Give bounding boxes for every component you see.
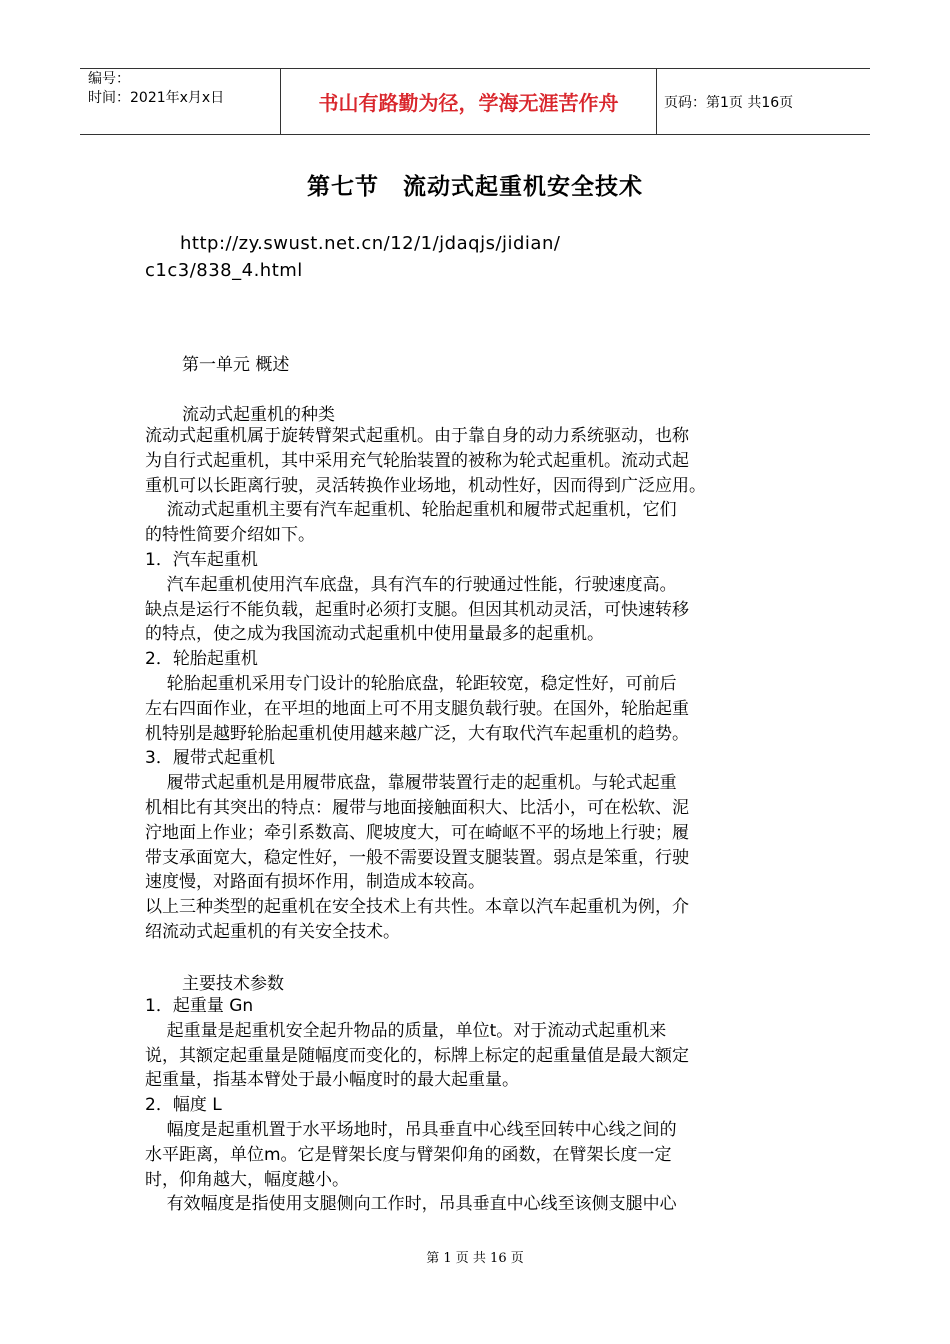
text-line: 水平距离，单位m。它是臂架长度与臂架仰角的函数，在臂架长度一定 [145, 1144, 672, 1165]
text-line: 履带式起重机是用履带底盘，靠履带装置行走的起重机。与轮式起重 [145, 773, 677, 794]
text-line: 绍流动式起重机的有关安全技术。 [145, 922, 400, 942]
text-line: 以上三种类型的起重机在安全技术上有共性。本章以汽车起重机为例，介 [145, 897, 689, 918]
text-line: 1．汽车起重机 [145, 550, 258, 570]
text-line: 2．轮胎起重机 [145, 649, 258, 670]
header-divider-right [656, 68, 657, 135]
text-line: 的特性简要介绍如下。 [145, 525, 315, 546]
text-line: 流动式起重机属于旋转臂架式起重机。由于靠自身的动力系统驱动，也称 [145, 426, 689, 446]
source-url-line1[interactable]: http://zy.swust.net.cn/12/1/jdaqjs/jidian/ [180, 233, 561, 254]
text-line: 说，其额定起重量是随幅度而变化的，标牌上标定的起重量值是最大额定 [145, 1045, 689, 1066]
text-line: 汽车起重机使用汽车底盘，具有汽车的行驶通过性能，行驶速度高。 [145, 574, 677, 595]
text-line: 机相比有其突出的特点：履带与地面接触面积大、比活小，可在松软、泥 [145, 798, 689, 818]
header-motto: 书山有路勤为径，学海无涯苦作舟 [318, 90, 619, 115]
text-line: 为自行式起重机，其中采用充气轮胎装置的被称为轮式起重机。流动式起 [145, 450, 689, 471]
text-line: 轮胎起重机采用专门设计的轮胎底盘，轮距较宽，稳定性好，可前后 [145, 674, 677, 694]
document-title: 第七节 流动式起重机安全技术 [307, 174, 643, 200]
source-url-line2[interactable]: c1c3/838_4.html [145, 260, 303, 281]
source-url[interactable] [145, 230, 560, 284]
text-line: 幅度是起重机置于水平场地时，吊具垂直中心线至回转中心线之间的 [145, 1120, 677, 1140]
text-line: 时，仰角越大，幅度越小。 [145, 1169, 349, 1190]
params-heading: 主要技术参数 [182, 974, 284, 994]
text-line: 缺点是运行不能负载，起重时必须打支腿。但因其机动灵活，可快速转移 [145, 599, 689, 620]
text-line: 左右四面作业，在平坦的地面上可不用支腿负载行驶。在国外，轮胎起重 [145, 698, 689, 719]
types-heading: 流动式起重机的种类 [182, 405, 335, 425]
text-line: 重机可以长距离行驶，灵活转换作业场地，机动性好，因而得到广泛应用。 [145, 475, 706, 496]
text-line: 带支承面宽大，稳定性好，一般不需要设置支腿装置。弱点是笨重，行驶 [145, 847, 689, 868]
text-line: 流动式起重机主要有汽车起重机、轮胎起重机和履带式起重机，它们 [145, 500, 677, 521]
header-bottom-rule [80, 134, 870, 135]
text-line: 起重量，指基本臂处于最小幅度时的最大起重量。 [145, 1070, 519, 1091]
page-footer: 第 1 页 共 16 页 [426, 1251, 524, 1266]
text-line: 泞地面上作业；牵引系数高、爬坡度大，可在崎岖不平的场地上行驶；履 [145, 822, 689, 843]
header-meta [88, 70, 224, 108]
text-line: 2．幅度 L [145, 1095, 222, 1116]
text-line: 3．履带式起重机 [145, 748, 275, 769]
header-page-info: 页码：第1页 共16页 [664, 95, 794, 111]
unit-heading: 第一单元 概述 [182, 355, 290, 375]
time-label: 时间：2021年x月x日 [88, 90, 225, 106]
text-line: 机特别是越野轮胎起重机使用越来越广泛，大有取代汽车起重机的趋势。 [145, 723, 689, 744]
text-line: 起重量是起重机安全起升物品的质量，单位t。对于流动式起重机来 [145, 1020, 667, 1041]
code-label: 编号： [88, 71, 130, 87]
text-line: 速度慢，对路面有损坏作用，制造成本较高。 [145, 872, 485, 893]
text-line: 1．起重量 Gn [145, 996, 254, 1016]
text-line: 的特点，使之成为我国流动式起重机中使用量最多的起重机。 [145, 624, 604, 645]
text-line: 有效幅度是指使用支腿侧向工作时，吊具垂直中心线至该侧支腿中心 [145, 1194, 677, 1215]
